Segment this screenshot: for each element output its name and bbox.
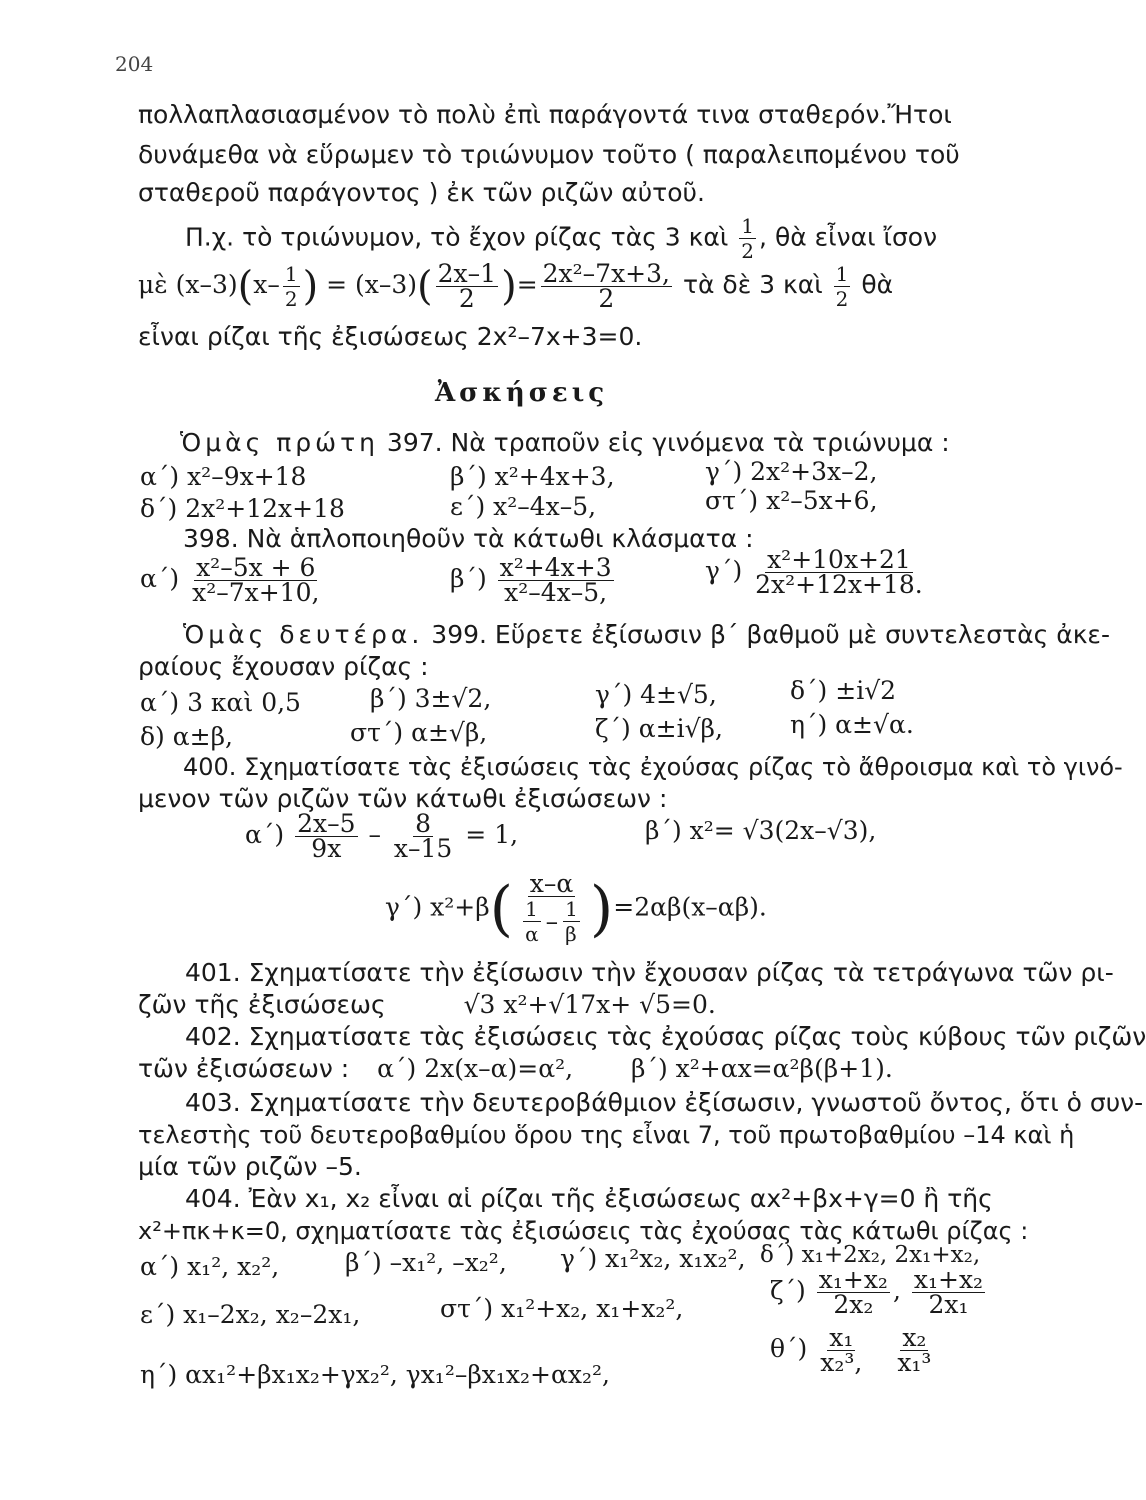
text-fragment: τῶν ἐξισώσεων : (138, 1054, 350, 1083)
exercise-item: στ΄) x²–5x+6, (705, 486, 878, 515)
denominator: α (525, 922, 539, 946)
denominator: 2 (284, 287, 298, 311)
exercise-400-c: γ΄) x²+β( x–α $\frac{1}{\alpha}$ – $\frac{1}{\beta}$ )=2αβ(x–αβ). (385, 869, 767, 946)
item-label: γ΄) x²+β (385, 892, 490, 922)
text-line: x²+πκ+κ=0, σχηματίσατε τὰς ἐξισώσεις τὰς ἐχούσας τὰς κάτωθι ρίζας : (138, 1217, 1029, 1245)
exercise-400-a (245, 809, 519, 863)
exercise-item: α΄) 3 καὶ 0,5 (140, 688, 301, 717)
fraction (392, 809, 454, 863)
denominator: 2x₁ (928, 1290, 969, 1319)
exercise-item: β΄) x²= √3(2x–√3), (645, 816, 877, 845)
fraction (895, 1323, 933, 1377)
denominator: x²–7x+10, (192, 578, 320, 607)
exercise-text: 399. Εὕρετε ἐξίσωσιν β΄ βαθμοῦ μὲ συντελεστὰς ἀκε- (431, 620, 1110, 649)
fraction (561, 897, 582, 946)
example-line: Π.χ. τὸ τριώνυμον, τὸ ἔχον ρίζας τὰς 3 καὶ $\frac{1}{2}$ , θὰ εἶναι ἴσον (185, 214, 938, 263)
text-fragment: θὰ εἶναι ἴσον (774, 222, 938, 252)
exercise-item: β΄) 3±√2, (370, 684, 492, 713)
exercise-item: στ΄) α±√β, (350, 718, 488, 747)
text-line: πολλαπλασιασμένον τὸ πολὺ ἐπὶ παράγοντά τινα σταθερόν.Ἤτοι (138, 100, 952, 129)
fraction (295, 809, 357, 863)
numerator: x²+4x+3 (499, 553, 612, 582)
exercise-item: ε΄) x₁–2x₂, x₂–2x₁, (140, 1300, 361, 1329)
numerator: x₁ (829, 1323, 854, 1352)
exercise-398-b (450, 553, 617, 607)
exercise-item: β΄) x²+4x+3, (450, 462, 615, 491)
text-fragment: = (x–3) (326, 270, 418, 299)
denominator: 2 (835, 287, 849, 311)
exercise-401: 401. Σχηματίσατε τὴν ἐξίσωσιν τὴν ἔχουσαν ρίζας τὰ τετράγωνα τῶν ρι- (185, 958, 1114, 987)
fraction (818, 1323, 864, 1377)
equation: √3 x²+√17x+ √5=0. (463, 990, 716, 1019)
exercise-403: 403. Σχηματίσατε τὴν δευτεροβάθμιον ἐξίσωσιν, γνωστοῦ ὄντος, ὅτι ὁ συν- (185, 1088, 1144, 1117)
denominator: 2 (741, 239, 755, 263)
numerator: 1 (741, 214, 755, 238)
numerator: 1 (835, 262, 849, 286)
denominator: 2x₂ (833, 1290, 874, 1319)
text-line: δυνάμεθα νὰ εὕρωμεν τὸ τριώνυμον τοῦτο ( παραλειπομένου τοῦ (138, 140, 960, 169)
fraction (516, 869, 587, 946)
exercise-item: δ) α±β, (140, 722, 233, 751)
numerator: 2x–1 (437, 259, 497, 288)
exercise-item: η΄) αx₁²+βx₁x₂+γx₂², γx₁²–βx₁x₂+αx₂², (140, 1360, 610, 1389)
numerator: x₁+x₂ (818, 1265, 888, 1294)
fraction (753, 545, 925, 599)
exercise-item: δ΄) 2x²+12x+18 (140, 494, 345, 523)
exercise-397 (180, 428, 950, 458)
group-title: Ὁμὰς πρώτη (180, 428, 379, 457)
text-line: μία τῶν ριζῶν –5. (138, 1152, 362, 1181)
exercise-item: α΄) x²–9x+18 (140, 462, 307, 491)
text-line: τελεστὴς τοῦ δευτεροβαθμίου ὅρου της εἶναι 7, τοῦ πρωτοβαθμίου –14 καὶ ἡ (138, 1121, 1075, 1149)
exercise-item: γ΄) 4±√5, (595, 680, 717, 709)
item-label: β΄) (450, 564, 487, 593)
exercise-item: β΄) x²+αx=α²β(β+1). (631, 1054, 893, 1083)
equation-line: μὲ (x–3)(x– $\frac{1}{2}$ ) = (x–3)( $\frac{2x-1}{2}$ )= $\frac{\text{2x²–7x+3,}}{2}$ τὰ δὲ 3 καὶ $\frac{1}{2}$ θὰ (138, 259, 894, 313)
exercise-text: 397. Νὰ τραποῦν εἰς γινόμενα τὰ τριώνυμα : (386, 428, 950, 457)
exercise-398-c (705, 545, 928, 599)
exercise-399 (183, 620, 1110, 650)
numerator: 8 (415, 809, 432, 838)
exercise-item: γ΄) 2x²+3x–2, (705, 457, 878, 486)
exercise-item: ε΄) x²–4x–5, (450, 492, 597, 521)
numerator: x₂ (902, 1323, 927, 1352)
fraction (436, 259, 498, 313)
numerator: x–α (529, 869, 574, 898)
operator: – (368, 820, 381, 849)
exercise-item: δ΄) x₁+2x₂, 2x₁+x₂, (760, 1242, 981, 1268)
exercise-item: στ΄) x₁²+x₂, x₁+x₂², (440, 1294, 684, 1323)
numerator: x²–5x + 6 (196, 553, 316, 582)
numerator: 2x²–7x+3, (542, 259, 670, 288)
denominator: β (565, 922, 577, 946)
exercise-398-a (140, 553, 324, 607)
fraction-half (739, 214, 756, 263)
text-line (138, 1054, 893, 1084)
exercise-item: η΄) α±√α. (790, 710, 914, 739)
exercise-398: 398. Νὰ ἁπλοποιηθοῦν τὰ κάτωθι κλάσματα : (183, 524, 754, 553)
denominator: 9x (311, 834, 342, 863)
exercise-404-th (770, 1323, 936, 1377)
numerator: 2x–5 (297, 809, 356, 838)
numerator: x₁+x₂ (913, 1265, 984, 1294)
item-label: α΄) (140, 564, 180, 593)
item-label: θ΄) (770, 1334, 808, 1363)
exercise-404: 404. Ἐὰν x₁, x₂ εἶναι αἱ ρίζαι τῆς ἐξισώσεως αx²+βx+γ=0 ἢ τῆς (185, 1184, 993, 1213)
fraction (912, 1265, 985, 1319)
exercise-404-z: ζ΄) $\frac{\text{x₁+x₂}}{\text{2x₂}}$ , $\frac{\text{x₁+x₂}}{\text{2x₁}}$ (770, 1265, 984, 1319)
text-line: ραίους ἔχουσαν ρίζας : (138, 652, 429, 681)
exercise-item: γ΄) x₁²x₂, x₁x₂², (560, 1244, 746, 1273)
denominator: 2 (598, 284, 615, 313)
text-fragment: τὰ δὲ 3 καὶ (682, 270, 823, 299)
denominator: x–15 (393, 834, 453, 863)
exercise-400: 400. Σχηματίσατε τὰς ἐξισώσεις τὰς ἐχούσας ρίζας τὸ ἄθροισμα καὶ τὸ γινό- (183, 753, 1123, 781)
fraction (498, 553, 614, 607)
fraction (190, 553, 321, 607)
numerator: 1 (565, 897, 578, 921)
fraction (817, 1265, 890, 1319)
denominator: 2x²+12x+18. (755, 570, 923, 599)
text-line (138, 990, 716, 1020)
exercise-item: ζ΄) α±i√β, (595, 714, 723, 743)
text-line: εἶναι ρίζαι τῆς ἐξισώσεως 2x²–7x+3=0. (138, 322, 643, 351)
fraction (541, 259, 672, 313)
text-line: σταθεροῦ παράγοντος ) ἐκ τῶν ριζῶν αὐτοῦ. (138, 178, 705, 207)
equation-rest: = 1, (465, 820, 519, 849)
item-label: ζ΄) (770, 1276, 806, 1305)
text-fragment: Π.χ. τὸ τριώνυμον, τὸ ἔχον ρίζας τὰς 3 καὶ (185, 222, 729, 252)
denominator: 2 (458, 284, 475, 313)
exercise-item: α΄) x₁², x₂², (140, 1252, 280, 1281)
denominator: x₂³, (820, 1348, 863, 1377)
text-fragment: θὰ (861, 270, 894, 299)
denominator: x²–4x–5, (504, 578, 608, 607)
exercise-402: 402. Σχηματίσατε τὰς ἐξισώσεις τὰς ἐχούσας ρίζας τοὺς κύβους τῶν ριζῶν (185, 1022, 1146, 1051)
numerator: 1 (523, 897, 541, 922)
item-label: γ΄) (705, 556, 743, 585)
numerator: 1 (284, 262, 298, 286)
text-line: μενον τῶν ριζῶν τῶν κάτωθι ἐξισώσεων : (138, 784, 668, 813)
exercise-item: δ΄) ±i√2 (790, 676, 897, 705)
numerator: x²+10x+21 (767, 545, 911, 574)
fraction-half (283, 262, 300, 311)
equation-rest: =2αβ(x–αβ). (613, 892, 767, 922)
text-fragment: ζῶν τῆς ἐξισώσεως (138, 990, 386, 1019)
denominator: $\frac{1}{\alpha}$ – $\frac{1}{\beta}$ (516, 897, 587, 946)
section-heading: Ἀσκήσεις (435, 378, 609, 408)
fraction-half (834, 262, 851, 311)
exercise-item: α΄) 2x(x–α)=α², (377, 1054, 574, 1083)
exercise-item: β΄) –x₁², –x₂², (345, 1248, 507, 1277)
page-number: 204 (115, 52, 154, 76)
denominator: x₁³ (897, 1348, 932, 1377)
group-title: Ὁμὰς δευτέρα. (183, 620, 424, 649)
fraction (521, 897, 543, 946)
item-label: α΄) (245, 820, 285, 849)
text-fragment: μὲ (x–3) (138, 270, 238, 299)
text-fragment: x– (253, 270, 280, 299)
